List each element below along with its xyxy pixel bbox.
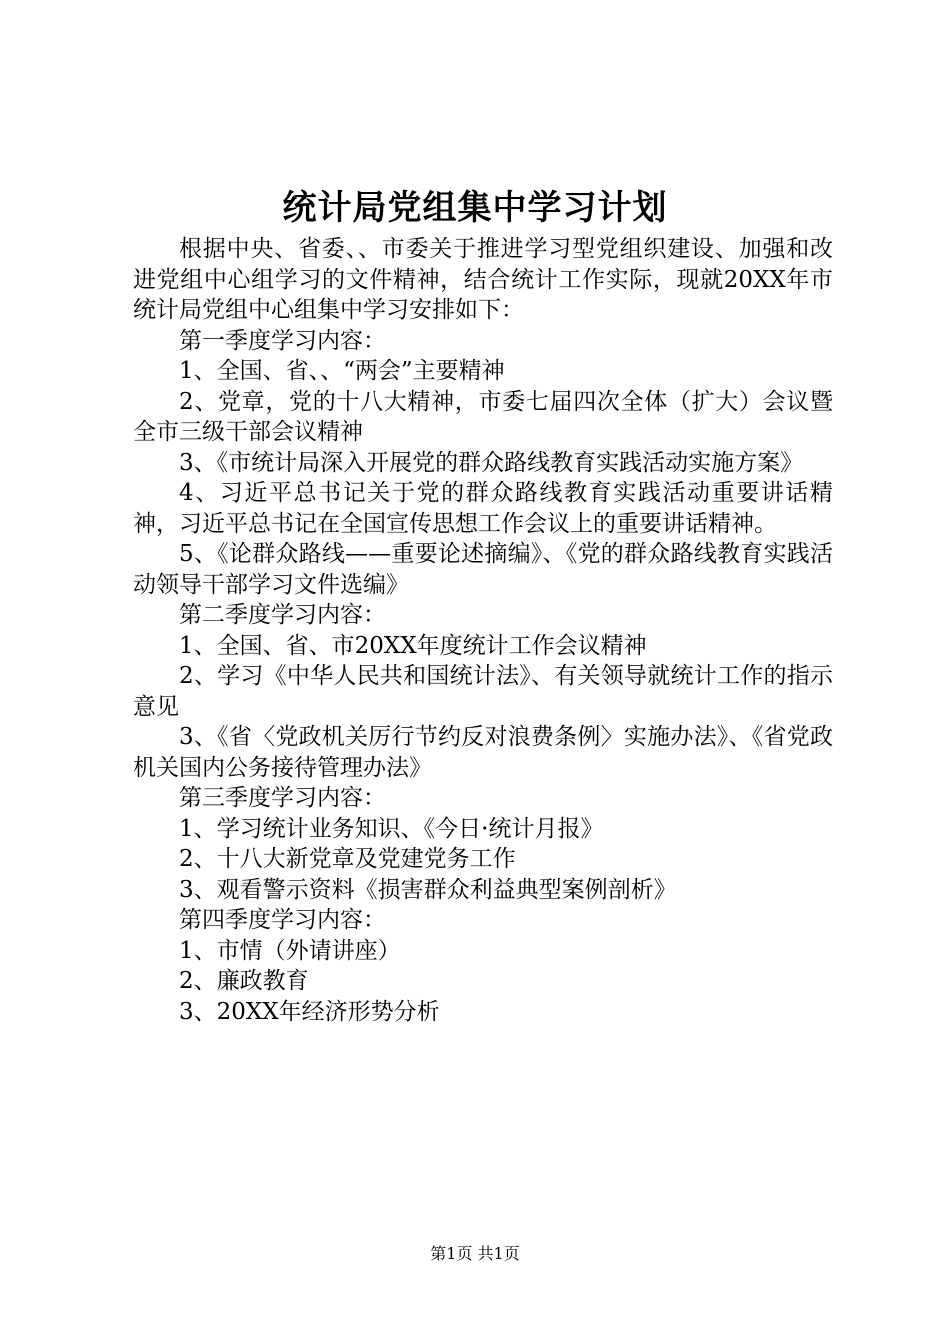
q2-item-1: 1、全国、省、市20XX年度统计工作会议精神	[179, 632, 647, 659]
q1-item-4: 4、习近平总书记关于党的群众路线教育实践活动重要讲话精神，习近平总书记在全国宣传思想工作会议上的重要讲话精神。	[133, 480, 833, 537]
q4-item-2: 2、廉政教育	[179, 968, 309, 994]
q2-item-3: 3、《省〈党政机关厉行节约反对浪费条例〉实施办法》、《省党政机关国内公务接待管理办法》	[133, 724, 833, 781]
q3-heading: 第三季度学习内容：	[179, 785, 386, 811]
q4-item-1: 1、市情（外请讲座）	[179, 937, 401, 964]
q2-item-2: 2、学习《中华人民共和国统计法》、有关领导就统计工作的指示意见	[133, 663, 833, 720]
q3-item-3: 3、观看警示资料《损害群众利益典型案例剖析》	[179, 876, 677, 903]
q2-heading: 第二季度学习内容：	[179, 602, 386, 628]
q4-heading: 第四季度学习内容：	[179, 907, 386, 933]
document-body	[133, 234, 833, 1027]
document-title: 统计局党组集中学习计划	[282, 188, 668, 228]
q1-item-2: 2、党章，党的十八大精神，市委七届四次全体（扩大）会议暨全市三级干部会议精神	[133, 388, 833, 445]
page-number: 第1页 共1页	[430, 1244, 520, 1263]
q3-item-1: 1、学习统计业务知识、《今日·统计月报》	[179, 815, 604, 842]
q1-heading: 第一季度学习内容：	[179, 327, 386, 354]
q1-item-3: 3、《市统计局深入开展党的群众路线教育实践活动实施方案》	[179, 449, 804, 476]
q3-item-2: 2、十八大新党章及党建党务工作	[179, 846, 516, 872]
q1-item-5: 5、《论群众路线——重要论述摘编》、《党的群众路线教育实践活动领导干部学习文件选编》	[133, 541, 833, 598]
q1-item-1: 1、全国、省、、“两会”主要精神	[179, 358, 505, 384]
intro-paragraph: 根据中央、省委、、市委关于推进学习型党组织建设、加强和改进党组中心组学习的文件精神，结合统计工作实际，现就20XX年市统计局党组中心组集中学习安排如下：	[133, 236, 833, 323]
q4-item-3: 3、20XX年经济形势分析	[179, 998, 440, 1025]
